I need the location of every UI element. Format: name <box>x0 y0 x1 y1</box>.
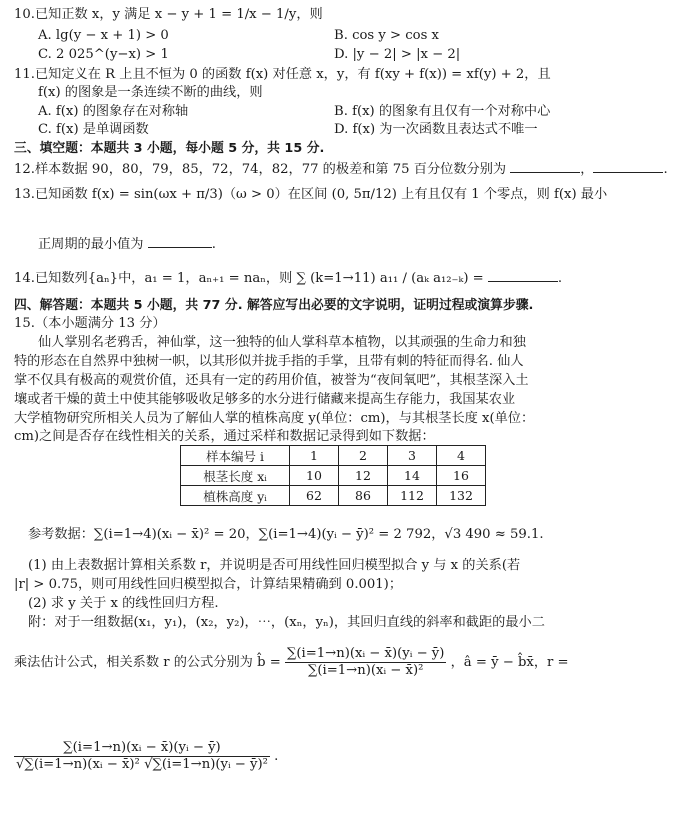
table-cell: 10 <box>290 466 339 486</box>
q15-para-line: 仙人掌别名老鸦舌，神仙掌，这一独特的仙人掌科草本植物，以其顽强的生命力和独 <box>38 335 526 350</box>
q13-interval: (0, 5π/12) <box>331 187 397 202</box>
q12-answer-blank-1 <box>510 159 580 173</box>
q15-title: 15.（本小题满分 13 分） <box>14 316 166 331</box>
q12-separator: ， <box>580 162 594 177</box>
q14-stem: 14.已知数列{aₙ}中，a₁ = 1，aₙ₊₁ = naₙ，则 <box>14 271 293 286</box>
table-row-header: 植株高度 yᵢ <box>181 486 290 506</box>
q12-text: 12.样本数据 90，80，79，85，72，74，82，77 的极差和第 75 百分位数分别为 ， . <box>14 159 668 179</box>
q13-answer-blank <box>148 234 212 248</box>
q15-reference-data: 参考数据：∑(i=1→4)(xᵢ − x̄)² = 20，∑(i=1→4)(yᵢ − ȳ)² = 2 792，√3 490 ≈ 59.1. <box>28 527 544 542</box>
table-cell: 1 <box>290 446 339 466</box>
a-hat-and-r-label: ，â = ȳ − b̂x̄，r = <box>450 655 569 670</box>
table-cell: 16 <box>437 466 486 486</box>
q10-option-c: C. 2 025^(y−x) > 1 <box>38 47 169 62</box>
r-formula <box>14 740 278 773</box>
q11-stem-line2: f(x) 的图象是一条连续不断的曲线，则 <box>38 85 263 100</box>
q14-answer-blank <box>488 268 558 282</box>
q15-data-table <box>180 445 486 506</box>
b-hat-fraction <box>285 646 446 679</box>
q15-part1-line1: (1) 由上表数据计算相关系数 r，并说明是否可用线性回归模型拟合 y 与 x 的关系(若 <box>28 558 521 573</box>
q13-line1 <box>14 186 607 204</box>
q11-stem-line1: 11.已知定义在 R 上且不恒为 0 的函数 f(x) 对任意 x，y，有 f(xy + f(x)) = xf(y) + 2，且 <box>14 67 551 82</box>
r-numerator: ∑(i=1→n)(xᵢ − x̄)(yᵢ − ȳ) <box>63 740 221 755</box>
q13-stem-a: 13.已知函数 f(x) = sin(ωx + π/3)（ω > 0）在区间 <box>14 187 328 202</box>
q15-para-line: 特的形态在自然界中独树一帜，以其形似并拢手指的手掌，且带有刺的特征而得名. 仙人 <box>14 354 524 369</box>
q14-sum: ∑ (k=1→11) a₁₁ / (aₖ a₁₂₋ₖ) = <box>296 271 484 286</box>
r-formula-end: . <box>274 749 279 764</box>
q11-option-a: A. f(x) 的图象存在对称轴 <box>38 104 189 119</box>
table-cell: 112 <box>388 486 437 506</box>
b-hat-label: b̂ = <box>257 655 281 670</box>
q15-part2: (2) 求 y 关于 x 的线性回归方程. <box>28 596 219 611</box>
table-cell: 2 <box>339 446 388 466</box>
table-cell: 3 <box>388 446 437 466</box>
q11-option-c: C. f(x) 是单调函数 <box>38 122 149 137</box>
q15-appendix-line2: 乘法估计公式，相关系数 r 的公式分别为 <box>14 655 253 670</box>
q12-stem: 12.样本数据 90，80，79，85，72，74，82，77 的极差和第 75 百分位数分别为 <box>14 162 507 177</box>
table-row-header: 根茎长度 xᵢ <box>181 466 290 486</box>
q15-para-line: cm)之间是否存在线性相关的关系，通过采样和数据记录得到如下数据： <box>14 429 435 444</box>
q14-line: 14.已知数列{aₙ}中，a₁ = 1，aₙ₊₁ = naₙ，则 ∑ (k=1→11) a₁₁ / (aₖ a₁₂₋ₖ) = . <box>14 268 562 288</box>
table-cell: 12 <box>339 466 388 486</box>
table-row <box>181 446 486 466</box>
section-answer-heading: 四、解答题：本题共 5 小题，共 77 分. 解答应写出必要的文字说明，证明过程或演算步骤. <box>14 298 534 313</box>
q13-stem-b: 上有且仅有 1 个零点，则 f(x) 最小 <box>401 187 608 202</box>
r-denominator-x-root: √∑(i=1→n)(xᵢ − x̄)² <box>16 757 140 772</box>
table-cell: 4 <box>437 446 486 466</box>
q15-appendix-line1: 附：对于一组数据(x₁，y₁)，(x₂，y₂)，⋯，(xₙ，yₙ)，其回归直线的斜率和截距的最小二 <box>28 615 545 630</box>
table-row <box>181 486 486 506</box>
r-denominator <box>14 756 270 773</box>
b-hat-denominator: ∑(i=1→n)(xᵢ − x̄)² <box>285 662 446 679</box>
r-fraction <box>14 740 270 773</box>
section-fill-in-heading: 三、填空题：本题共 3 小题，每小题 5 分，共 15 分. <box>14 141 325 156</box>
q15-part1-line2: |r| > 0.75，则可用线性回归模型拟合，计算结果精确到 0.001)； <box>14 577 403 592</box>
table-cell: 86 <box>339 486 388 506</box>
q15-para-line: 掌不仅具有极高的观赏价值，还具有一定的药用价值，被誉为“夜间氧吧”，其根茎深入土 <box>14 373 529 388</box>
q15-para-line: 壤或者干燥的黄土中使其能够吸收足够多的水分进行储藏来提高生存能力，我国某农业 <box>14 392 516 407</box>
r-denominator-y-root: √∑(i=1→n)(yᵢ − ȳ)² <box>144 757 268 772</box>
q10-option-b: B. cos y > cos x <box>334 28 439 43</box>
q11-option-d: D. f(x) 为一次函数且表达式不唯一 <box>334 122 538 137</box>
table-row <box>181 466 486 486</box>
q10-option-d: D. |y − 2| > |x − 2| <box>334 47 461 62</box>
q13-stem-c: 正周期的最小值为 <box>38 237 144 252</box>
b-hat-numerator: ∑(i=1→n)(xᵢ − x̄)(yᵢ − ȳ) <box>286 646 445 661</box>
q13-line2: 正周期的最小值为 . <box>38 234 216 254</box>
table-cell: 14 <box>388 466 437 486</box>
table-cell: 62 <box>290 486 339 506</box>
q10-stem: 10.已知正数 x，y 满足 x − y + 1 = 1/x − 1/y，则 <box>14 7 323 22</box>
q12-answer-blank-2 <box>593 159 663 173</box>
q15-para-line: 大学植物研究所相关人员为了解仙人掌的植株高度 y(单位：cm)，与其根茎长度 x(单位： <box>14 411 535 426</box>
q10-option-a: A. lg(y − x + 1) > 0 <box>38 28 169 43</box>
q15-appendix-formula-line <box>14 646 569 679</box>
q11-option-b: B. f(x) 的图象有且仅有一个对称中心 <box>334 104 551 119</box>
table-cell: 132 <box>437 486 486 506</box>
table-row-header: 样本编号 i <box>181 446 290 466</box>
